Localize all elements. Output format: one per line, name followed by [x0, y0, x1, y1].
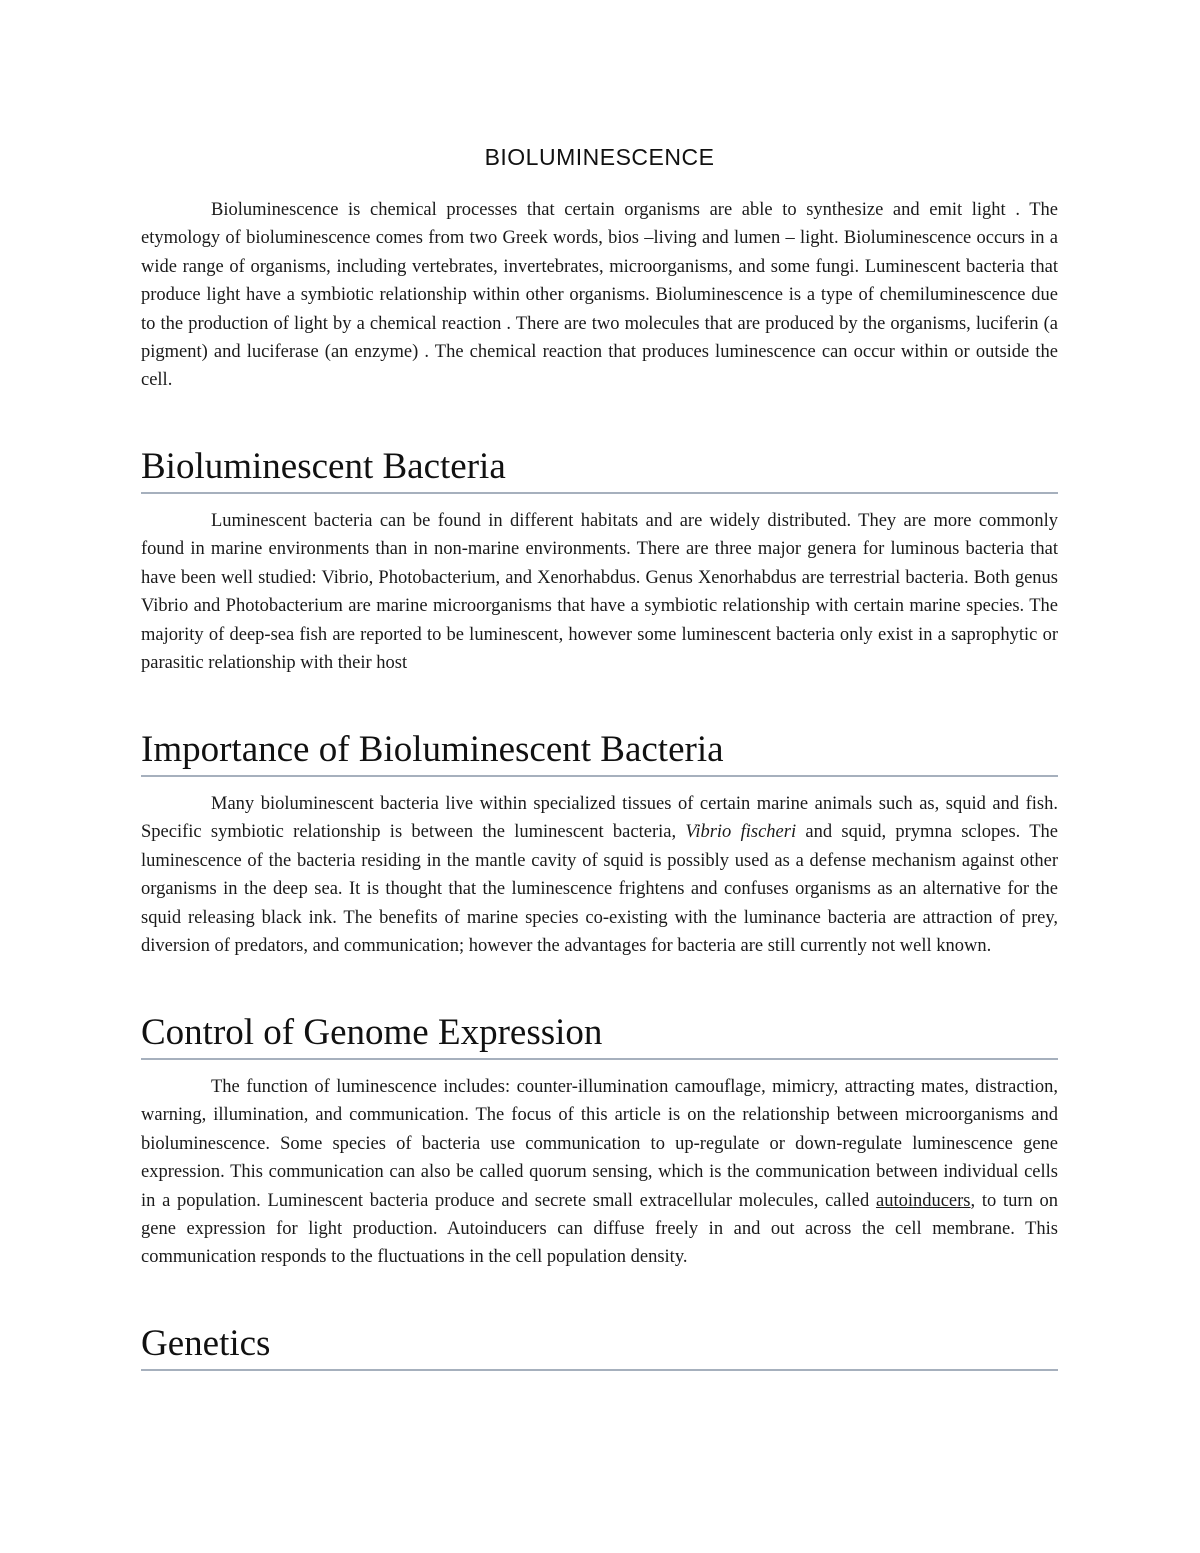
paragraph-control-of-genome-expression — [141, 1073, 1058, 1272]
italic-term-vibrio-fischeri: Vibrio fischeri — [685, 822, 797, 843]
heading-genetics: Genetics — [141, 1322, 1058, 1371]
paragraph-control-text-after: , to turn on gene expression for light production. Autoinducers can diffuse freely in and out across the cell membrane. This communication responds to the fluctuations in the cell population density. — [141, 1190, 1058, 1268]
paragraph-importance-text-after: and squid, prymna sclopes. The luminescence of the bacteria residing in the mantle cavity of squid is possibly used as a defense mechanism against other organisms in the deep sea. It is thought that the luminescence frightens and confuses organisms as an alternative for the squid releasing black ink. The benefits of marine species co-existing with the luminance bacteria are attraction of prey, diversion of predators, and communication; however the advantages for bacteria are still currently not well known. — [141, 822, 1059, 957]
heading-importance-of-bioluminescent-bacteria: Importance of Bioluminescent Bacteria — [141, 728, 1058, 777]
intro-paragraph: Bioluminescence is chemical processes that certain organisms are able to synthesize and emit light . The etymology of bioluminescence comes from two Greek words, bios –living and lumen – light. Bioluminescence occurs in a wide range of organisms, including vertebrates, invertebrates, microorganisms, and some fungi. Luminescent bacteria that produce light have a symbiotic relationship within other organisms. Bioluminescence is a type of chemiluminescence due to the production of light by a chemical reaction . There are two molecules that are produced by the organisms, luciferin (a pigment) and luciferase (an enzyme) . The chemical reaction that produces luminescence can occur within or outside the cell. — [141, 200, 1058, 391]
link-autoinducers[interactable]: autoinducers — [875, 1190, 971, 1211]
paragraph-control-text-before: The function of luminescence includes: counter-illumination camouflage, mimicry, attracting mates, distraction, warning, illumination, and communication. The focus of this article is on the relationship between microorganisms and bioluminescence. Some species of bacteria use communication to up-regulate or down-regulate luminescence gene expression. This communication can also be called quorum sensing, which is the communication between individual cells in a population. Luminescent bacteria produce and secrete small extracellular molecules, called — [141, 1077, 1058, 1211]
heading-bioluminescent-bacteria: Bioluminescent Bacteria — [141, 445, 1058, 494]
paragraph-importance — [141, 790, 1058, 960]
document-title: BIOLUMINESCENCE — [484, 144, 715, 170]
paragraph-importance-text-before: Many bioluminescent bacteria live within specialized tissues of certain marine animals such as, squid and fish. Specific symbiotic relationship is between the luminescent bacteria, — [141, 794, 1058, 843]
heading-control-of-genome-expression: Control of Genome Expression — [141, 1011, 1058, 1060]
paragraph-bioluminescent-bacteria: Luminescent bacteria can be found in different habitats and are widely distributed. They are more commonly found in marine environments than in non-marine environments. There are three major genera for luminous bacteria that have been well studied: Vibrio, Photobacterium, and Xenorhabdus. Genus Xenorhabdus are terrestrial bacteria. Both genus Vibrio and Photobacterium are marine microorganisms that have a symbiotic relationship with certain marine species. The majority of deep-sea fish are reported to be luminescent, however some luminescent bacteria only exist in a saprophytic or parasitic relationship with their host — [141, 511, 1058, 674]
